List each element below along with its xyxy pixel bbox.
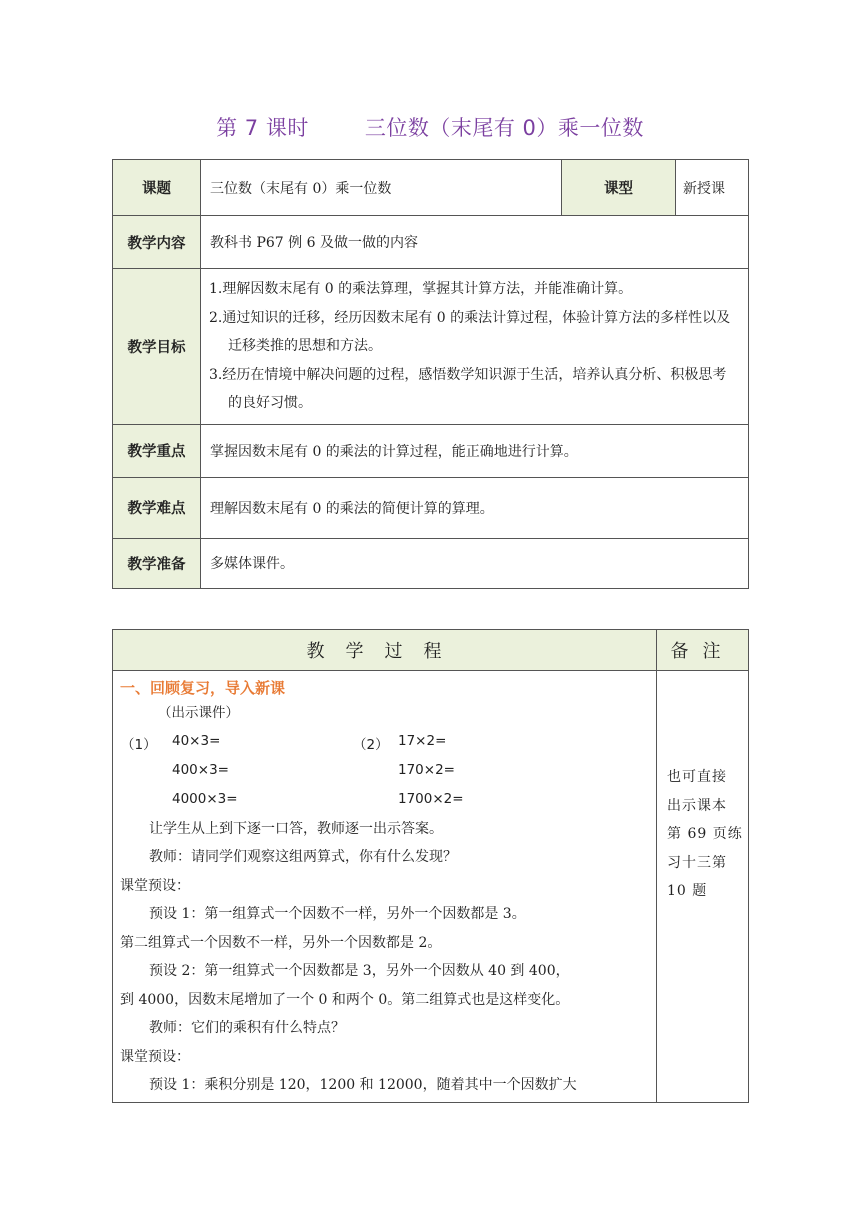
- process-line: 到 4000，因数末尾增加了一个 0 和两个 0。第二组算式也是这样变化。: [120, 991, 570, 1008]
- page-title: [0, 112, 860, 142]
- prep-row: [113, 538, 749, 588]
- equation: 17×2=: [398, 732, 447, 749]
- goals-row: [113, 269, 749, 425]
- difficult-row: [113, 477, 749, 538]
- difficult-value: 理解因数末尾有 0 的乘法的简便计算的算理。: [201, 477, 749, 538]
- equation-row: [113, 757, 656, 786]
- show-courseware: （出示课件）: [158, 705, 239, 721]
- note-line: 第 69 页练: [667, 826, 743, 842]
- key-label: 教学重点: [113, 424, 201, 477]
- difficult-label: 教学难点: [113, 477, 201, 538]
- process-body: [113, 671, 657, 1103]
- process-line: 预设 1：乘积分别是 120，1200 和 12000，随着其中一个因数扩大: [149, 1077, 577, 1093]
- teaching-process-table: [112, 629, 749, 1103]
- note-line: 也可直接: [667, 769, 727, 785]
- equation: 4000×3=: [172, 790, 238, 807]
- note-line: 出示课本: [667, 797, 727, 814]
- process-line: 第二组算式一个因数不一样，另外一个因数都是 2。: [120, 934, 442, 951]
- content-label: 教学内容: [113, 216, 201, 269]
- topic-label: 课题: [113, 160, 201, 216]
- section-title: 一、回顾复习，导入新课: [120, 679, 286, 697]
- type-label: 课型: [562, 160, 676, 216]
- content-value: 教科书 P67 例 6 及做一做的内容: [201, 216, 749, 269]
- content-row: [113, 216, 749, 269]
- equation-row: [113, 728, 656, 757]
- key-row: [113, 424, 749, 477]
- note-header: 备注: [657, 630, 749, 671]
- goal-item: 1.理解因数末尾有 0 的乘法算理，掌握其计算方法，并能准确计算。: [209, 281, 633, 297]
- type-value: 新授课: [676, 160, 749, 216]
- goal-item: 3.经历在情境中解决问题的过程，感悟数学知识源于生活，培养认真分析、积极思考的良好习惯。: [209, 366, 727, 411]
- process-line: 预设 2：第一组算式一个因数都是 3，另外一个因数从 40 到 400，: [149, 963, 570, 979]
- topic-value: 三位数（末尾有 0）乘一位数: [201, 160, 562, 216]
- lesson-info-table: [112, 159, 749, 589]
- process-header: 教学过程: [113, 630, 657, 671]
- equation: 400×3=: [172, 761, 229, 778]
- goals-label: 教学目标: [113, 269, 201, 425]
- process-line: 让学生从上到下逐一口答，教师逐一出示答案。: [149, 820, 443, 837]
- lesson-number: 第 7 课时: [216, 116, 309, 140]
- lesson-topic: 三位数（末尾有 0）乘一位数: [364, 116, 644, 140]
- note-line: 习十三第: [667, 854, 727, 871]
- process-line: 教师：请同学们观察这组两算式，你有什么发现？: [149, 849, 457, 865]
- process-line: 教师：它们的乘积有什么特点？: [149, 1020, 345, 1036]
- process-line: 课堂预设：: [120, 1048, 190, 1065]
- process-line: 预设 1：第一组算式一个因数不一样，另外一个因数都是 3。: [149, 906, 526, 922]
- topic-row: [113, 160, 749, 216]
- equation: 40×3=: [172, 732, 221, 749]
- group2-label: （2）: [353, 736, 389, 753]
- prep-label: 教学准备: [113, 538, 201, 588]
- equation: 170×2=: [398, 761, 455, 778]
- prep-value: 多媒体课件。: [201, 538, 749, 588]
- equation-row: [113, 786, 656, 815]
- key-value: 掌握因数末尾有 0 的乘法的计算过程，能正确地进行计算。: [201, 424, 749, 477]
- equation: 1700×2=: [398, 790, 464, 807]
- note-line: 10 题: [667, 883, 708, 899]
- group1-label: （1）: [121, 736, 157, 753]
- process-line: 课堂预设：: [120, 877, 190, 894]
- goal-item: 2.通过知识的迁移，经历因数末尾有 0 的乘法计算过程，体验计算方法的多样性以及迁移类推的思想和方法。: [209, 309, 731, 354]
- goals-list: [201, 269, 749, 425]
- note-body: [657, 671, 749, 1103]
